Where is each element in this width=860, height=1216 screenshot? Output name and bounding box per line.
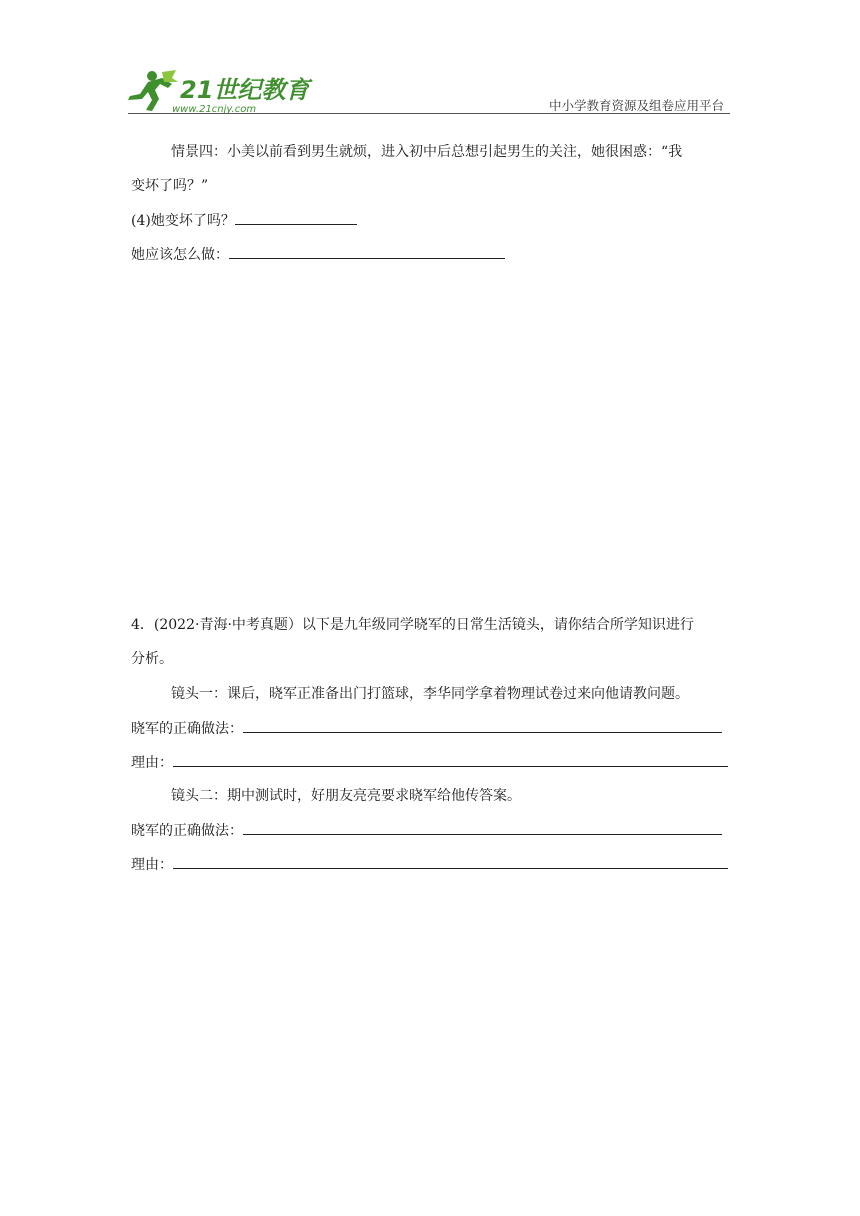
page-header [122, 66, 730, 116]
header-rule [128, 113, 730, 114]
logo-url-text: www.21cnjy.com [172, 104, 257, 115]
scenario4-line2: 变坏了吗？” [131, 178, 209, 194]
shot2-text: 镜头二：期中测试时，好朋友亮亮要求晓军给他传答案。 [171, 788, 521, 804]
correct-label: 晓军的正确做法： [131, 721, 243, 737]
shot2-reason-row [131, 854, 728, 875]
question4-title-line2: 分析。 [131, 651, 173, 667]
header-platform-text: 中小学教育资源及组卷应用平台 [548, 98, 724, 113]
shot1-reason-row [131, 752, 728, 773]
answer-blank[interactable] [243, 718, 722, 733]
answer-blank[interactable] [229, 244, 505, 259]
reason-label: 理由： [131, 857, 173, 873]
shot1-correct-row [131, 718, 722, 739]
scenario4-line1: 情景四：小美以前看到男生就烦，进入初中后总想引起男生的关注，她很困惑：“我 [171, 144, 683, 160]
question4-title-line1: 4．(2022·青海·中考真题）以下是九年级同学晓军的日常生活镜头，请你结合所学知识进行 [131, 617, 694, 633]
answer-blank[interactable] [243, 820, 722, 835]
21cnjy-logo [122, 66, 310, 115]
answer-blank[interactable] [173, 752, 728, 767]
question-4-1 [131, 210, 357, 231]
answer-blank[interactable] [235, 210, 357, 225]
how-label: 她应该怎么做： [131, 247, 229, 263]
shot2-correct-row [131, 820, 722, 841]
answer-blank[interactable] [173, 854, 728, 869]
shot1-text: 镜头一：课后，晓军正准备出门打篮球，李华同学拿着物理试卷过来向他请教问题。 [171, 686, 689, 702]
logo-main-text: 21世纪教育 [180, 76, 310, 104]
correct-label: 晓军的正确做法： [131, 823, 243, 839]
how-should-she-act [131, 244, 505, 265]
reason-label: 理由： [131, 755, 173, 771]
question-4-1-text: (4)她变坏了吗？ [131, 213, 235, 229]
